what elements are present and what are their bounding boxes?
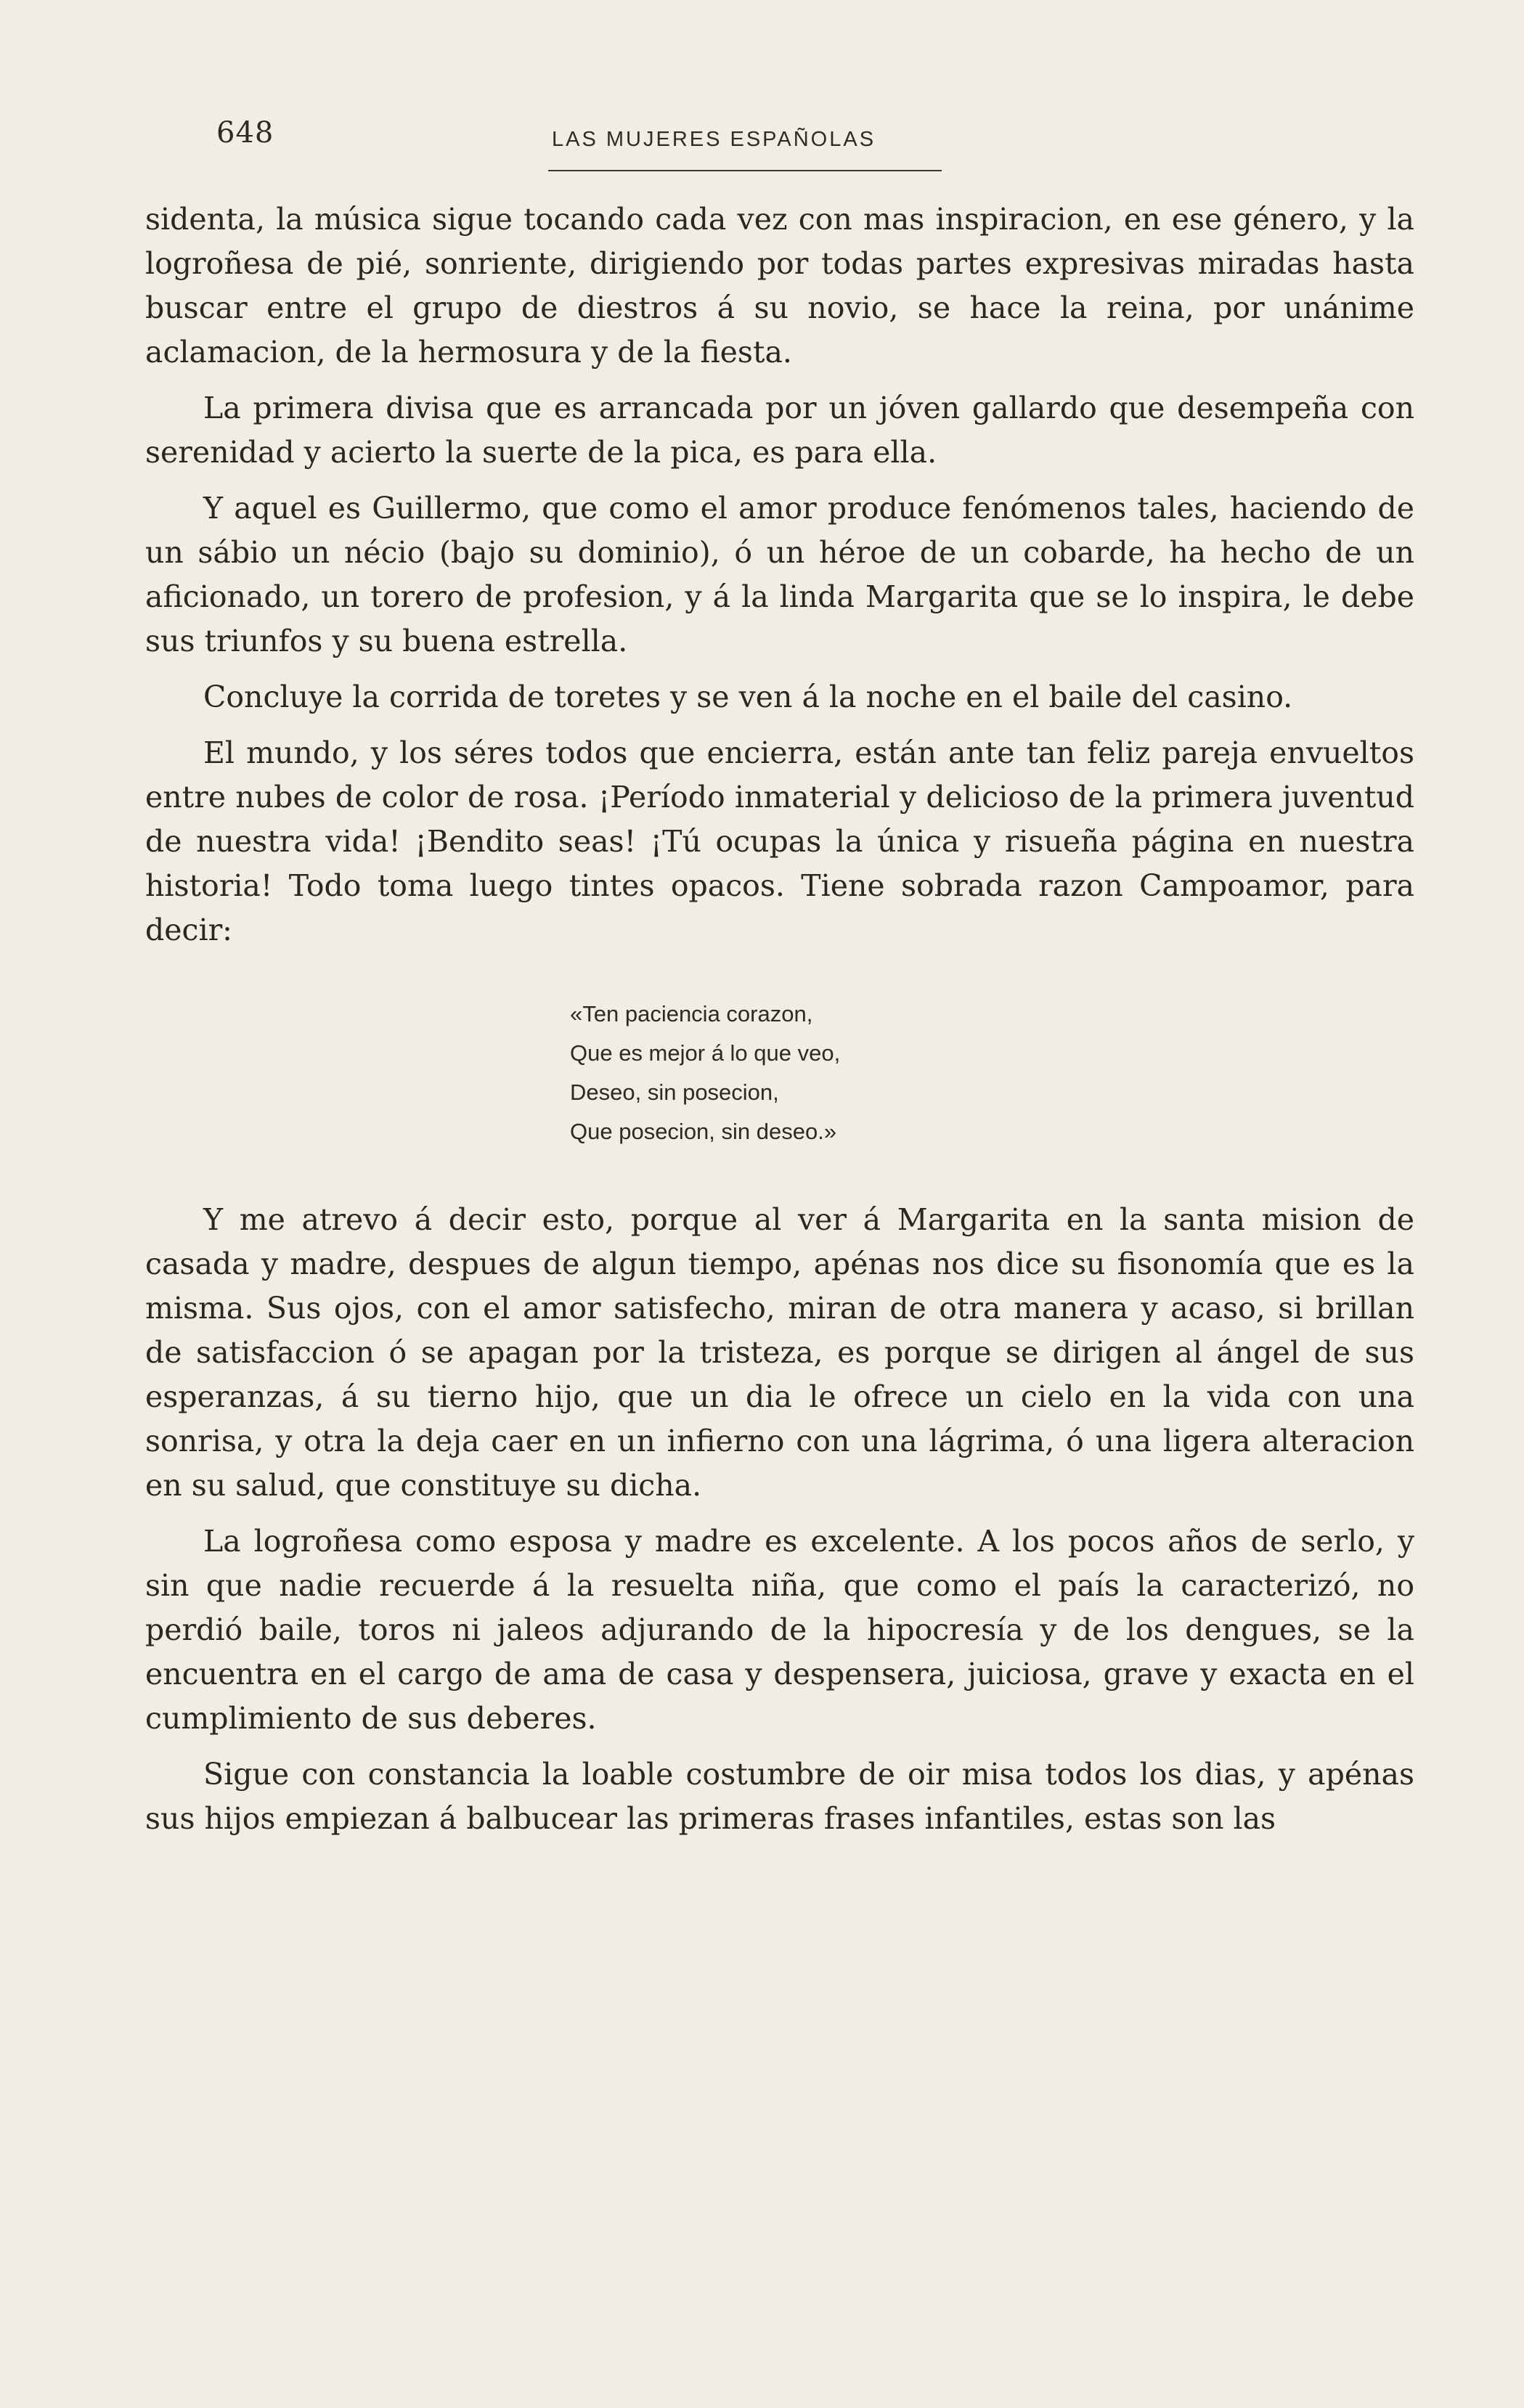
paragraph: La primera divisa que es arrancada por un jóven gallardo que desempeña con serenidad y acierto la suerte de la pica, es para ella. [145, 391, 1414, 470]
paragraph: Sigue con constancia la loable costumbre de oir misa todos los dias, y apénas sus hijos empiezan á balbucear las primeras frases infantiles, estas son las [145, 1757, 1414, 1836]
verse-line: Que posecion, sin deseo.» [570, 1119, 837, 1144]
page-header [145, 109, 1416, 174]
body-text [145, 197, 1414, 1841]
paragraph: El mundo, y los séres todos que encierra, están ante tan feliz pareja envueltos entre nubes de color de rosa. ¡Período inmaterial y delicioso de la primera juventud de nuestra vida! ¡Bendito seas! ¡Tú ocupas la única y risueña página en nuestra historia! Todo toma luego tintes opacos. Tiene sobrada razon Campoamor, para decir: [145, 735, 1414, 947]
page-number: 648 [216, 116, 274, 150]
running-title: LAS MUJERES ESPAÑOLAS [552, 128, 876, 151]
paragraph: Concluye la corrida de toretes y se ven á la noche en el baile del casino. [203, 679, 1293, 714]
header-rule [548, 170, 942, 171]
paragraph: Y me atrevo á decir esto, porque al ver á Margarita en la santa mision de casada y madre, despues de algun tiempo, apénas nos dice su fisonomía que es la misma. Sus ojos, con el amor satisfecho, miran de otra manera y acaso, si brillan de satisfaccion ó se apagan por la tristeza, es porque se dirigen al ángel de sus esperanzas, á su tierno hijo, que un dia le ofrece un cielo en la vida con una sonrisa, y otra la deja caer en un infierno con una lágrima, ó una ligera alteracion en su salud, que constituye su dicha. [145, 1202, 1414, 1503]
paragraph: La logroñesa como esposa y madre es excelente. A los pocos años de serlo, y sin que nadie recuerde á la resuelta niña, que como el país la caracterizó, no perdió baile, toros ni jaleos adjurando de la hipocresía y de los dengues, se la encuentra en el cargo de ama de casa y despensera, juiciosa, grave y exacta en el cumplimiento de sus deberes. [145, 1524, 1414, 1736]
verse-quotation [145, 995, 1414, 1151]
paragraph: Y aquel es Guillermo, que como el amor produce fenómenos tales, haciendo de un sábio un nécio (bajo su dominio), ó un héroe de un cobarde, ha hecho de un aficionado, un torero de profesion, y á la linda Margarita que se lo inspira, le debe sus triunfos y su buena estrella. [145, 491, 1414, 658]
verse-line: «Ten paciencia corazon, [570, 1001, 813, 1027]
paragraph-continuation: sidenta, la música sigue tocando cada vez con mas inspiracion, en ese género, y la logroñesa de pié, sonriente, dirigiendo por todas partes expresivas miradas hasta buscar entre el grupo de diestros á su novio, se hace la reina, por unánime aclamacion, de la hermosura y de la fiesta. [145, 202, 1414, 370]
verse-line: Deseo, sin posecion, [570, 1079, 779, 1105]
verse-line: Que es mejor á lo que veo, [570, 1040, 841, 1066]
